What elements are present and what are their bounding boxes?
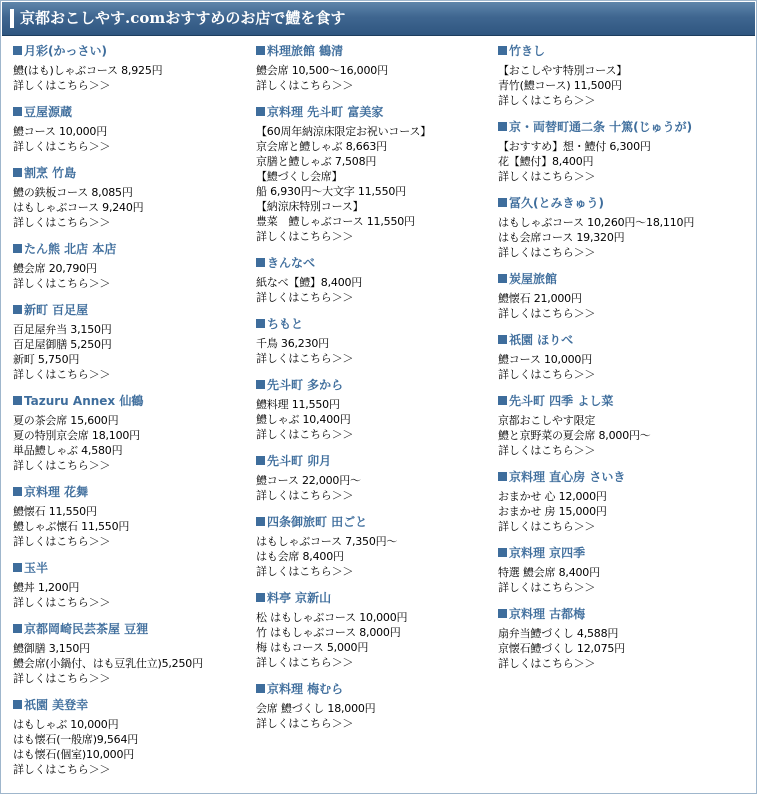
shop-block xyxy=(498,546,748,595)
details-link[interactable]: 詳しくはこちら＞＞ xyxy=(498,307,596,320)
shop-name-text[interactable]: 京料理 先斗町 富美家 xyxy=(267,105,384,119)
shop-name-text[interactable]: きんなべ xyxy=(267,256,316,270)
menu-item: おまかせ 房 15,000円 xyxy=(498,505,607,518)
shop-name[interactable] xyxy=(256,591,491,605)
menu-item: 鱧コース 10,000円 xyxy=(13,125,108,138)
details-link[interactable]: 詳しくはこちら＞＞ xyxy=(13,459,111,472)
menu-item: 単品鱧しゃぶ 4,580円 xyxy=(13,444,123,457)
bullet-square-icon xyxy=(256,593,265,602)
details-link[interactable]: 詳しくはこちら＞＞ xyxy=(256,291,354,304)
bullet-square-icon xyxy=(13,46,22,55)
menu-item: 梅 はもコース 5,000円 xyxy=(256,641,369,654)
shop-name[interactable] xyxy=(13,485,248,499)
shop-name-text[interactable]: 新町 百足屋 xyxy=(24,303,89,317)
menu-item: 鱧御膳 3,150円 xyxy=(13,642,90,655)
bullet-square-icon xyxy=(13,168,22,177)
shop-name-text[interactable]: 京料理 梅むら xyxy=(267,682,344,696)
shop-block xyxy=(256,256,491,305)
bullet-square-icon xyxy=(256,319,265,328)
bullet-square-icon xyxy=(256,258,265,267)
details-link[interactable]: 詳しくはこちら＞＞ xyxy=(13,596,111,609)
bullet-square-icon xyxy=(498,548,507,557)
details-link[interactable]: 詳しくはこちら＞＞ xyxy=(498,444,596,457)
details-link[interactable]: 詳しくはこちら＞＞ xyxy=(498,94,596,107)
shop-name[interactable] xyxy=(13,698,248,712)
shop-name[interactable] xyxy=(498,44,748,58)
shop-block xyxy=(13,44,248,93)
shop-name[interactable] xyxy=(256,682,491,696)
menu-item: 【おこしやす特別コース】 xyxy=(498,64,628,77)
bullet-square-icon xyxy=(13,563,22,572)
details-link[interactable]: 詳しくはこちら＞＞ xyxy=(256,656,354,669)
shop-name[interactable] xyxy=(13,44,248,58)
menu-item: 鱧コース 22,000円〜 xyxy=(256,474,361,487)
bullet-square-icon xyxy=(13,244,22,253)
menu-item: 鱧会席 20,790円 xyxy=(13,262,97,275)
shop-block xyxy=(13,166,248,230)
shop-block xyxy=(498,394,748,458)
menu-item: はも会席 8,400円 xyxy=(256,550,344,563)
bullet-square-icon xyxy=(498,46,507,55)
menu-item: おまかせ 心 12,000円 xyxy=(498,490,607,503)
bullet-square-icon xyxy=(498,609,507,618)
shop-name[interactable] xyxy=(13,303,248,317)
menu-item: 鱧コース 10,000円 xyxy=(498,353,593,366)
page-title: 京都おこしやす.comおすすめのお店で鱧を食す xyxy=(20,9,346,27)
menu-item: はも会席コース 19,320円 xyxy=(498,231,625,244)
shop-block xyxy=(256,378,491,442)
menu-item: はもしゃぶコース 10,260円〜18,110円 xyxy=(498,216,695,229)
menu-item: 百足屋弁当 3,150円 xyxy=(13,323,112,336)
menu-item: はもしゃぶ 10,000円 xyxy=(13,718,119,731)
bullet-square-icon xyxy=(13,305,22,314)
shop-block xyxy=(256,682,491,731)
shop-name[interactable] xyxy=(256,256,491,270)
shop-block xyxy=(13,485,248,549)
details-link[interactable]: 詳しくはこちら＞＞ xyxy=(498,520,596,533)
menu-item: 松 はもしゃぶコース 10,000円 xyxy=(256,611,408,624)
menu-item: 特選 鱧会席 8,400円 xyxy=(498,566,600,579)
menu-item: 千鳥 36,230円 xyxy=(256,337,329,350)
menu-item: 鱧の鉄板コース 8,085円 xyxy=(13,186,133,199)
menu-item: 【納涼床特別コース】 xyxy=(256,200,364,213)
bullet-square-icon xyxy=(498,396,507,405)
details-link[interactable]: 詳しくはこちら＞＞ xyxy=(13,368,111,381)
details-link[interactable]: 詳しくはこちら＞＞ xyxy=(13,535,111,548)
menu-item: 鱧(はも)しゃぶコース 8,925円 xyxy=(13,64,163,77)
menu-item: 会席 鱧づくし 18,000円 xyxy=(256,702,376,715)
menu-item: 夏の特別京会席 18,100円 xyxy=(13,429,140,442)
shop-name[interactable] xyxy=(256,515,491,529)
shop-block xyxy=(498,120,748,184)
shop-name[interactable] xyxy=(13,166,248,180)
bullet-square-icon xyxy=(13,624,22,633)
shop-name-text[interactable]: Tazuru Annex 仙鶴 xyxy=(24,394,144,408)
shop-name-text[interactable]: 玉半 xyxy=(24,561,49,575)
shop-name-text[interactable]: ちもと xyxy=(267,317,304,331)
header-accent xyxy=(10,9,14,28)
bullet-square-icon xyxy=(498,122,507,131)
shop-name[interactable] xyxy=(256,105,491,119)
menu-item: 京膳と鱧しゃぶ 7,508円 xyxy=(256,155,377,168)
bullet-square-icon xyxy=(498,472,507,481)
menu-item: 京懐石鱧づくし 12,075円 xyxy=(498,642,625,655)
column-3 xyxy=(498,44,748,683)
menu-item: 百足屋御膳 5,250円 xyxy=(13,338,112,351)
shop-name[interactable] xyxy=(498,394,748,408)
details-link[interactable]: 詳しくはこちら＞＞ xyxy=(256,565,354,578)
header-bar xyxy=(2,2,755,36)
shop-name-text[interactable]: 京都岡崎民芸茶屋 豆狸 xyxy=(24,622,149,636)
details-link[interactable]: 詳しくはこちら＞＞ xyxy=(498,246,596,259)
bullet-square-icon xyxy=(256,107,265,116)
shop-name-text[interactable]: 京・両替町通二条 十篤(じゅうが) xyxy=(509,120,693,134)
shop-name[interactable] xyxy=(256,378,491,392)
shop-name[interactable] xyxy=(498,333,748,347)
details-link[interactable]: 詳しくはこちら＞＞ xyxy=(256,79,354,92)
shop-name-text[interactable]: 先斗町 四季 よし菜 xyxy=(509,394,614,408)
shop-block xyxy=(13,698,248,777)
shop-block xyxy=(13,303,248,382)
shop-name[interactable] xyxy=(498,272,748,286)
shop-name-text[interactable]: 京料理 古都梅 xyxy=(509,607,586,621)
menu-item: 鱧丼 1,200円 xyxy=(13,581,80,594)
menu-item: はも懐石(個室)10,000円 xyxy=(13,748,135,761)
shop-name[interactable] xyxy=(13,394,248,408)
shop-block xyxy=(498,272,748,321)
shop-name-text[interactable]: 豆屋源蔵 xyxy=(24,105,73,119)
bullet-square-icon xyxy=(256,456,265,465)
menu-item: はもしゃぶコース 7,350円〜 xyxy=(256,535,398,548)
details-link[interactable]: 詳しくはこちら＞＞ xyxy=(256,717,354,730)
shop-block xyxy=(13,622,248,686)
menu-item: 京会席と鱧しゃぶ 8,663円 xyxy=(256,140,387,153)
shop-name[interactable] xyxy=(13,105,248,119)
menu-item: 【60周年納涼床限定お祝いコース】 xyxy=(256,125,432,138)
bullet-square-icon xyxy=(256,380,265,389)
shop-name-text[interactable]: 祇園 ほりべ xyxy=(509,333,574,347)
menu-item: 船 6,930円〜大文字 11,550円 xyxy=(256,185,406,198)
shop-name-text[interactable]: 料理旅館 鶴清 xyxy=(267,44,344,58)
menu-item: 竹 はもしゃぶコース 8,000円 xyxy=(256,626,401,639)
menu-item: 夏の茶会席 15,600円 xyxy=(13,414,119,427)
shop-name-text[interactable]: 京料理 京四季 xyxy=(509,546,586,560)
shop-name-text[interactable]: 京料理 直心房 さいき xyxy=(509,470,626,484)
shop-name-text[interactable]: 炭屋旅館 xyxy=(509,272,558,286)
shop-name-text[interactable]: 料亭 京新山 xyxy=(267,591,332,605)
details-link[interactable]: 詳しくはこちら＞＞ xyxy=(498,170,596,183)
shop-block xyxy=(498,333,748,382)
menu-item: 豊菜 鱧しゃぶコース 11,550円 xyxy=(256,215,415,228)
menu-item: 青竹(鱧コース) 11,500円 xyxy=(498,79,622,92)
details-link[interactable]: 詳しくはこちら＞＞ xyxy=(13,140,111,153)
column-2 xyxy=(256,44,491,743)
shop-block xyxy=(498,196,748,260)
menu-item: はも懐石(一般席)9,564円 xyxy=(13,733,139,746)
bullet-square-icon xyxy=(498,198,507,207)
shop-block xyxy=(256,105,491,244)
shop-name[interactable] xyxy=(256,44,491,58)
menu-item: 花【鱧付】8,400円 xyxy=(498,155,594,168)
shop-name[interactable] xyxy=(13,561,248,575)
menu-item: 鱧と京野菜の夏会席 8,000円〜 xyxy=(498,429,651,442)
shop-name-text[interactable]: 先斗町 卯月 xyxy=(267,454,332,468)
shop-name[interactable] xyxy=(498,120,748,134)
shop-block xyxy=(13,394,248,473)
shop-name-text[interactable]: 割烹 竹島 xyxy=(24,166,77,180)
bullet-square-icon xyxy=(13,487,22,496)
column-1 xyxy=(13,44,248,789)
shop-block xyxy=(498,44,748,108)
shop-name-text[interactable]: 月彩(かっさい) xyxy=(24,44,107,58)
shop-name[interactable] xyxy=(498,470,748,484)
details-link[interactable]: 詳しくはこちら＞＞ xyxy=(13,672,111,685)
bullet-square-icon xyxy=(498,335,507,344)
shop-name[interactable] xyxy=(13,242,248,256)
menu-item: 【おすすめ】想・鱧付 6,300円 xyxy=(498,140,651,153)
details-link[interactable]: 詳しくはこちら＞＞ xyxy=(256,489,354,502)
menu-item: 鱧懐石 21,000円 xyxy=(498,292,582,305)
shop-block xyxy=(498,470,748,534)
menu-item: はもしゃぶコース 9,240円 xyxy=(13,201,144,214)
shop-name-text[interactable]: たん熊 北店 本店 xyxy=(24,242,117,256)
shop-name[interactable] xyxy=(256,454,491,468)
bullet-square-icon xyxy=(256,684,265,693)
details-link[interactable]: 詳しくはこちら＞＞ xyxy=(13,79,111,92)
bullet-square-icon xyxy=(13,107,22,116)
shop-name[interactable] xyxy=(498,196,748,210)
shop-block xyxy=(256,317,491,366)
details-link[interactable]: 詳しくはこちら＞＞ xyxy=(498,581,596,594)
shop-name-text[interactable]: 冨久(とみきゅう) xyxy=(509,196,604,210)
shop-name-text[interactable]: 竹きし xyxy=(509,44,546,58)
menu-item: 扇弁当鱧づくし 4,588円 xyxy=(498,627,619,640)
menu-item: 鱧料理 11,550円 xyxy=(256,398,340,411)
details-link[interactable]: 詳しくはこちら＞＞ xyxy=(256,352,354,365)
menu-item: 京都おこしやす限定 xyxy=(498,414,596,427)
shop-name[interactable] xyxy=(498,546,748,560)
shop-block xyxy=(13,561,248,610)
menu-item: 鱧会席 10,500〜16,000円 xyxy=(256,64,388,77)
bullet-square-icon xyxy=(13,396,22,405)
details-link[interactable]: 詳しくはこちら＞＞ xyxy=(13,277,111,290)
details-link[interactable]: 詳しくはこちら＞＞ xyxy=(13,763,111,776)
bullet-square-icon xyxy=(13,700,22,709)
menu-item: 新町 5,750円 xyxy=(13,353,80,366)
shop-name[interactable] xyxy=(498,607,748,621)
shop-block xyxy=(13,105,248,154)
bullet-square-icon xyxy=(256,517,265,526)
details-link[interactable]: 詳しくはこちら＞＞ xyxy=(256,428,354,441)
shop-name-text[interactable]: 京料理 花舞 xyxy=(24,485,89,499)
shop-name-text[interactable]: 祇園 美登幸 xyxy=(24,698,89,712)
details-link[interactable]: 詳しくはこちら＞＞ xyxy=(498,368,596,381)
shop-block xyxy=(256,44,491,93)
shop-name-text[interactable]: 先斗町 多から xyxy=(267,378,344,392)
menu-item: 鱧しゃぶ懐石 11,550円 xyxy=(13,520,130,533)
details-link[interactable]: 詳しくはこちら＞＞ xyxy=(256,230,354,243)
details-link[interactable]: 詳しくはこちら＞＞ xyxy=(13,216,111,229)
shop-name-text[interactable]: 四条御旅町 田ごと xyxy=(267,515,368,529)
menu-item: 鱧会席(小鍋付、はも豆乳仕立)5,250円 xyxy=(13,657,203,670)
menu-item: 紙なべ【鱧】8,400円 xyxy=(256,276,363,289)
shop-block xyxy=(256,591,491,670)
shop-block xyxy=(256,454,491,503)
menu-item: 【鱧づくし会席】 xyxy=(256,170,343,183)
shop-block xyxy=(13,242,248,291)
menu-item: 鱧しゃぶ 10,400円 xyxy=(256,413,351,426)
bullet-square-icon xyxy=(498,274,507,283)
shop-block xyxy=(498,607,748,671)
details-link[interactable]: 詳しくはこちら＞＞ xyxy=(498,657,596,670)
menu-item: 鱧懐石 11,550円 xyxy=(13,505,97,518)
bullet-square-icon xyxy=(256,46,265,55)
shop-block xyxy=(256,515,491,579)
shop-name[interactable] xyxy=(256,317,491,331)
shop-name[interactable] xyxy=(13,622,248,636)
